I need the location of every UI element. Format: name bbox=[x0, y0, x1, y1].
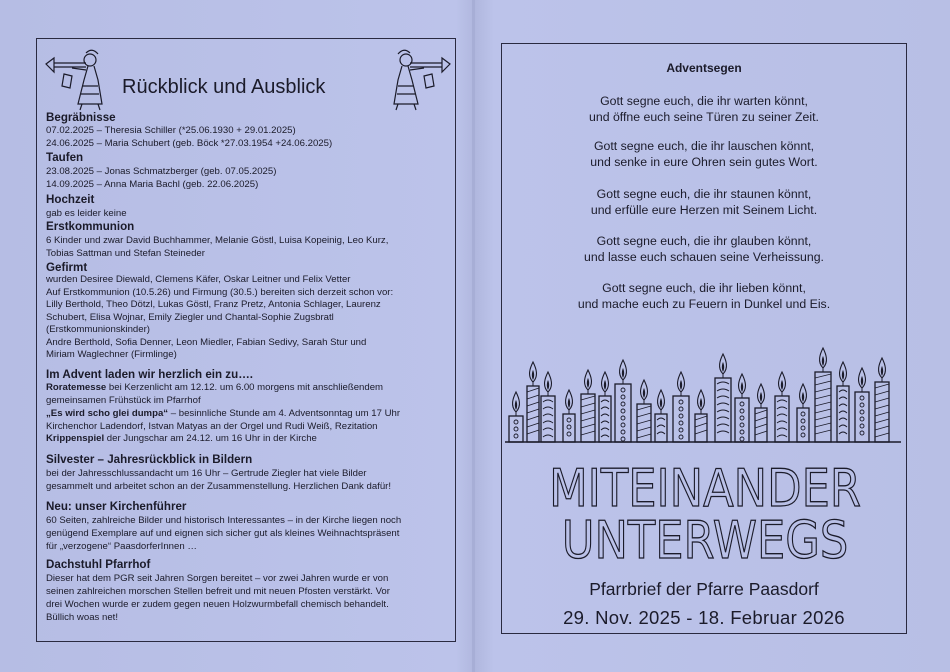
dumpa-label: „Es wird scho glei dumpa“ bbox=[46, 408, 169, 419]
page-title: Rückblick und Ausblick bbox=[122, 76, 326, 98]
communion-line: 6 Kinder und zwar David Buchhammer, Melanie Göstl, Luisa Kopeinig, Leo Kurz, bbox=[46, 235, 389, 246]
advent-line bbox=[46, 382, 450, 394]
baptisms-heading: Taufen bbox=[46, 151, 84, 164]
baptism-entry: 14.09.2025 – Anna Maria Bachl (geb. 22.06.2025) bbox=[46, 179, 259, 190]
advent-line bbox=[46, 433, 450, 445]
candle-icon bbox=[673, 372, 689, 442]
herald-trumpeter-right-icon bbox=[382, 46, 454, 112]
verse-line: Gott segne euch, die ihr glauben könnt, bbox=[596, 234, 812, 248]
masthead-miteinander: MITEINANDER bbox=[549, 459, 861, 519]
krippenspiel-text: der Jungschar am 24.12. um 16 Uhr in der Kirche bbox=[104, 433, 317, 444]
confirmation-heading: Gefirmt bbox=[46, 261, 88, 274]
advent-candles-illustration bbox=[503, 334, 905, 446]
candle-icon bbox=[599, 372, 611, 442]
candle-icon bbox=[655, 390, 667, 442]
baptism-entry: 23.08.2025 – Jonas Schmatzberger (geb. 07.05.2025) bbox=[46, 166, 277, 177]
funeral-entry: 07.02.2025 – Theresia Schiller (*25.06.1930 + 29.01.2025) bbox=[46, 125, 296, 136]
advent-blessing-title: Adventsegen bbox=[666, 61, 742, 75]
communion-heading: Erstkommunion bbox=[46, 220, 135, 233]
candle-icon bbox=[797, 384, 809, 442]
church-guide-line: für „verzogene“ PaasdorferInnen … bbox=[46, 541, 197, 552]
silvester-heading: Silvester – Jahresrückblick in Bildern bbox=[46, 453, 253, 466]
roof-heading: Dachstuhl Pfarrhof bbox=[46, 558, 151, 571]
confirmation-line: Miriam Waglechner (Firmlinge) bbox=[46, 349, 177, 360]
silvester-line: gesammelt und arbeitet schon an der Zusammenstellung. Herzlichen Dank dafür! bbox=[46, 481, 392, 492]
verse-line: Gott segne euch, die ihr staunen könnt, bbox=[596, 187, 812, 201]
candle-icon bbox=[755, 384, 767, 442]
candle-icon bbox=[615, 360, 631, 442]
confirmation-line: (Erstkommunionskinder) bbox=[46, 324, 150, 335]
church-guide-line: genügend Exemplare auf und eignen sich sicher gut als kleines Weihnachtspräsent bbox=[46, 528, 400, 539]
candle-icon bbox=[815, 348, 831, 442]
candle-icon bbox=[581, 370, 595, 442]
candle-icon bbox=[715, 354, 731, 442]
candle-icon bbox=[527, 362, 539, 442]
verse-line: Gott segne euch, die ihr warten könnt, bbox=[600, 94, 808, 108]
advent-line bbox=[46, 408, 450, 420]
church-guide-line: 60 Seiten, zahlreiche Bilder und historisch Interessantes – in der Kirche liegen noch bbox=[46, 515, 402, 526]
verse-line: und öffne euch seine Türen zu seiner Zeit. bbox=[589, 110, 819, 124]
confirmation-line: Schubert, Elisa Wojnar, Emily Ziegler und Chantal-Sophie Zugsbratl bbox=[46, 312, 334, 323]
roof-line: Büllich woas net! bbox=[46, 612, 118, 623]
confirmation-line: wurden Desiree Diewald, Clemens Käfer, Oskar Leitner und Felix Vetter bbox=[46, 274, 351, 285]
roof-line: Dieser hat dem PGR seit Jahren Sorgen bereitet – vor zwei Jahren wurde er von bbox=[46, 573, 389, 584]
wedding-heading: Hochzeit bbox=[46, 193, 95, 206]
verse-line: und senke in eure Ohren sein gutes Wort. bbox=[590, 155, 818, 169]
candle-icon bbox=[775, 372, 789, 442]
confirmation-line: Lilly Berthold, Theo Dötzl, Lukas Göstl, Franz Pretz, Antonia Schlager, Laurenz bbox=[46, 299, 381, 310]
verse-line: Gott segne euch, die ihr lieben könnt, bbox=[602, 281, 806, 295]
candle-icon bbox=[563, 390, 575, 442]
verse-line: und lasse euch schauen seine Verheissung. bbox=[584, 250, 824, 264]
wedding-text: gab es leider keine bbox=[46, 208, 127, 219]
funeral-entry: 24.06.2025 – Maria Schubert (geb. Böck *27.03.1954 +24.06.2025) bbox=[46, 138, 333, 149]
confirmation-line: Auf Erstkommunion (10.5.26) und Firmung (30.5.) bereiten sich derzeit schon vor: bbox=[46, 287, 394, 298]
roof-line: drei Wochen wurde er zudem gegen neuen Holzwurmbefall chemisch behandelt. bbox=[46, 599, 389, 610]
issue-date-range: 29. Nov. 2025 - 18. Februar 2026 bbox=[563, 607, 845, 628]
candle-icon bbox=[855, 368, 869, 442]
candle-icon bbox=[509, 392, 523, 442]
newsletter-subtitle: Pfarrbrief der Pfarre Paasdorf bbox=[589, 579, 819, 599]
krippenspiel-label: Krippenspiel bbox=[46, 433, 105, 444]
candle-icon bbox=[637, 380, 651, 442]
verse-line: und mache euch zu Feuern in Dunkel und Eis. bbox=[577, 297, 831, 311]
candle-icon bbox=[875, 358, 889, 442]
rorate-label: Roratemesse bbox=[46, 382, 107, 393]
confirmation-line: Andre Berthold, Sofia Denner, Leon Miedler, Fabian Sedivy, Sarah Stur und bbox=[46, 337, 367, 348]
candle-icon bbox=[735, 374, 749, 442]
advent-line: gemeinsamen Frühstück im Pfarrhof bbox=[46, 395, 201, 406]
church-guide-heading: Neu: unser Kirchenführer bbox=[46, 500, 187, 513]
page-fold bbox=[472, 0, 475, 672]
rorate-text: bei Kerzenlicht am 12.12. um 6.00 morgens mit anschließendem bbox=[106, 382, 384, 393]
candle-icon bbox=[695, 390, 707, 442]
advent-line: Kirchenchor Ladendorf, Istvan Matyas an der Orgel und Rudi Weiß, Rezitation bbox=[46, 421, 378, 432]
candle-icon bbox=[541, 372, 555, 442]
verse-line: Gott segne euch, die ihr lauschen könnt, bbox=[593, 139, 815, 153]
candle-icon bbox=[837, 362, 849, 442]
roof-line: seinen zahlreichen morschen Stellen befreit und mit neuen Pfosten verstärkt. Vor bbox=[46, 586, 390, 597]
silvester-line: bei der Jahresschlussandacht um 16 Uhr – Gertrude Ziegler hat viele Bilder bbox=[46, 468, 367, 479]
masthead-unterwegs: UNTERWEGS bbox=[561, 511, 849, 571]
communion-line: Tobias Sattman und Stefan Steineder bbox=[46, 248, 205, 259]
funerals-heading: Begräbnisse bbox=[46, 111, 116, 124]
dumpa-text: – besinnliche Stunde am 4. Adventsonntag um 17 Uhr bbox=[168, 408, 401, 419]
verse-line: und erfülle eure Herzen mit Seinem Licht. bbox=[590, 203, 818, 217]
advent-invite-heading: Im Advent laden wir herzlich ein zu…. bbox=[46, 368, 254, 381]
herald-trumpeter-left-icon bbox=[42, 46, 114, 112]
